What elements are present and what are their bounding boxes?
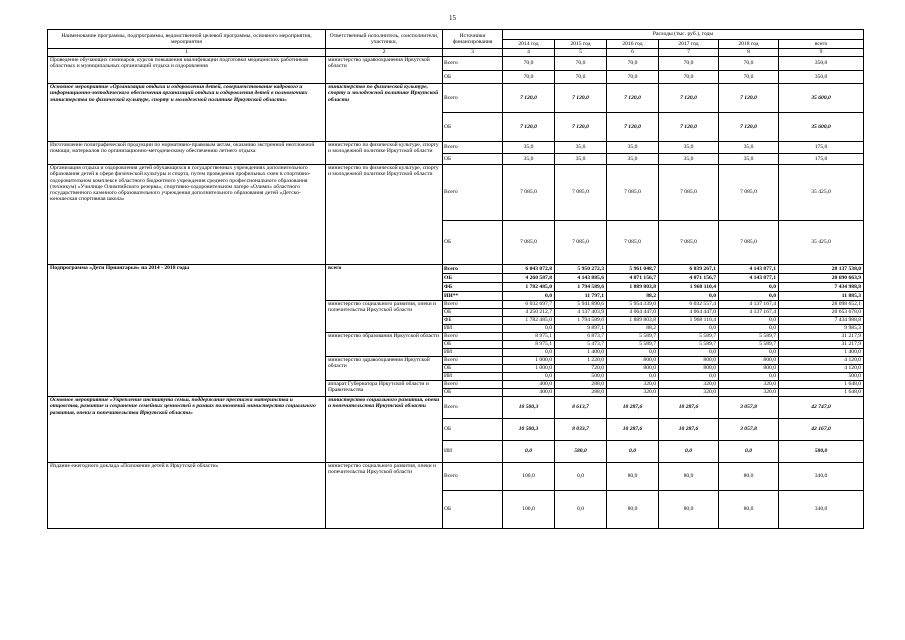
total-cell: 20 690 663,9 bbox=[779, 274, 864, 283]
value-cell: 580,0 bbox=[555, 441, 607, 463]
table-row bbox=[48, 57, 864, 71]
value-cell: 7 085,0 bbox=[555, 165, 607, 221]
value-cell: 4 064 447,0 bbox=[607, 309, 659, 317]
executor-cell: аппарат Губернатора Иркутской области и Правительства bbox=[326, 381, 443, 397]
total-cell: 35 600,0 bbox=[779, 113, 864, 142]
executor-cell: министерство по физической культуре, спорту и молодежной политике Иркутской области bbox=[326, 165, 443, 265]
source-cell: ОБ bbox=[443, 274, 503, 283]
header-year: 2018 год bbox=[719, 40, 779, 49]
executor-cell: министерство социального развития, опеки и попечительства Иркутской области bbox=[326, 397, 443, 463]
item-name-cell: Основное мероприятие «Укрепление института семьи, поддержание престижа материнства и отцовства, развитие и сохранение семейных ценностей в рамках полномочий министерства социального развития, опеки и попечительства Иркутской области» bbox=[48, 397, 326, 463]
value-cell: 7 120,0 bbox=[719, 113, 779, 142]
value-cell: 1 782 485,0 bbox=[503, 283, 555, 292]
value-cell: 7 120,0 bbox=[607, 84, 659, 113]
value-cell: 5 954 339,0 bbox=[607, 301, 659, 309]
value-cell: 7 085,0 bbox=[659, 221, 719, 265]
value-cell: 7 085,0 bbox=[719, 221, 779, 265]
value-cell: 5 589,7 bbox=[719, 341, 779, 349]
source-cell: Всего bbox=[443, 463, 503, 491]
total-cell: 1 648,0 bbox=[779, 381, 864, 389]
value-cell: 4 143 877,1 bbox=[719, 265, 779, 274]
value-cell: 70,0 bbox=[719, 71, 779, 84]
value-cell: 0,0 bbox=[719, 317, 779, 325]
column-number: 8 bbox=[719, 49, 779, 57]
value-cell: 80,0 bbox=[659, 491, 719, 529]
total-cell: 340,0 bbox=[779, 463, 864, 491]
value-cell: 7 120,0 bbox=[719, 84, 779, 113]
value-cell: 7 085,0 bbox=[607, 221, 659, 265]
value-cell: 800,0 bbox=[607, 365, 659, 373]
item-name-cell: Основное мероприятие «Организация отдыха и оздоровления детей, совершенствование кадрового и информационно-методического обеспечения организаций отдыха и оздоровления детей в полномочиях министерства по физической культуре, спорту и молодежной политике Иркутской области» bbox=[48, 84, 326, 142]
total-cell: 580,0 bbox=[779, 441, 864, 463]
total-cell: 35 425,0 bbox=[779, 221, 864, 265]
value-cell: 35,0 bbox=[719, 154, 779, 165]
total-cell: 11 885,3 bbox=[779, 292, 864, 301]
value-cell: 500,0 bbox=[555, 373, 607, 381]
value-cell: 10 287,6 bbox=[659, 419, 719, 441]
source-cell: Всего bbox=[443, 301, 503, 309]
value-cell: 7 120,0 bbox=[659, 84, 719, 113]
value-cell: 35,0 bbox=[659, 142, 719, 154]
value-cell: 5 941 890,6 bbox=[555, 301, 607, 309]
source-cell: Всего bbox=[443, 57, 503, 71]
value-cell: 35,0 bbox=[555, 142, 607, 154]
value-cell: 0,0 bbox=[659, 349, 719, 357]
value-cell: 0,0 bbox=[503, 349, 555, 357]
source-cell: ОБ bbox=[443, 71, 503, 84]
value-cell: 0,0 bbox=[555, 463, 607, 491]
total-cell: 7 434 988,8 bbox=[779, 283, 864, 292]
value-cell: 5 473,7 bbox=[555, 341, 607, 349]
table-row bbox=[48, 463, 864, 491]
value-cell: 1 968 110,4 bbox=[659, 283, 719, 292]
value-cell: 800,0 bbox=[719, 365, 779, 373]
total-cell: 4 120,0 bbox=[779, 365, 864, 373]
value-cell: 5 589,7 bbox=[607, 341, 659, 349]
column-number: 7 bbox=[659, 49, 719, 57]
value-cell: 70,0 bbox=[659, 71, 719, 84]
value-cell: 100,0 bbox=[503, 463, 555, 491]
column-number: 2 bbox=[326, 49, 443, 57]
total-cell: 9 985,3 bbox=[779, 325, 864, 333]
value-cell: 320,0 bbox=[607, 389, 659, 397]
value-cell: 5 589,7 bbox=[607, 333, 659, 341]
value-cell: 35,0 bbox=[607, 142, 659, 154]
source-cell: Всего bbox=[443, 265, 503, 274]
source-cell: Всего bbox=[443, 142, 503, 154]
value-cell: 1 889 803,8 bbox=[607, 283, 659, 292]
value-cell: 0,0 bbox=[503, 441, 555, 463]
value-cell: 7 120,0 bbox=[503, 84, 555, 113]
source-cell: ФБ bbox=[443, 317, 503, 325]
item-name-cell: Организация отдыха и оздоровления детей обучающихся в государственных учреждениях дополнительного образования детей в сфере физической культуры и спорта, путем проведения профильных смен в спортивно-оздоровительном комплексе областного бюджетного учреждения среднего профессионального образования (техникум) «Училище Олимпийского резерва», спортивно-оздоровительном лагере «Олимп» областного государственного казенного образовательного учреждения дополнительного образования детей «Детско-юношеская спортивная школа» bbox=[48, 165, 326, 265]
value-cell: 320,0 bbox=[719, 381, 779, 389]
value-cell: 70,0 bbox=[607, 57, 659, 71]
value-cell: 70,0 bbox=[503, 71, 555, 84]
source-cell: ОБ bbox=[443, 221, 503, 265]
value-cell: 0,0 bbox=[503, 292, 555, 301]
value-cell: 1 000,0 bbox=[503, 365, 555, 373]
total-cell: 35 600,0 bbox=[779, 84, 864, 113]
total-cell: 35 425,0 bbox=[779, 165, 864, 221]
value-cell: 8 033,7 bbox=[555, 419, 607, 441]
executor-cell: министерство здравоохранения Иркутской области bbox=[326, 57, 443, 84]
source-cell: ОБ bbox=[443, 389, 503, 397]
column-number: 3 bbox=[443, 49, 503, 57]
source-cell: ИИ** bbox=[443, 292, 503, 301]
header-expenses: Расходы (тыс. руб.), годы bbox=[503, 30, 864, 40]
value-cell: 7 085,0 bbox=[607, 165, 659, 221]
total-cell: 350,0 bbox=[779, 71, 864, 84]
value-cell: 10 287,6 bbox=[607, 397, 659, 419]
value-cell: 10 287,6 bbox=[659, 397, 719, 419]
value-cell: 0,0 bbox=[503, 325, 555, 333]
value-cell: 5 589,7 bbox=[719, 333, 779, 341]
value-cell: 70,0 bbox=[719, 57, 779, 71]
source-cell: ИИ bbox=[443, 373, 503, 381]
value-cell: 5 961 048,7 bbox=[607, 265, 659, 274]
header-year: 2016 год bbox=[607, 40, 659, 49]
value-cell: 3 057,8 bbox=[719, 419, 779, 441]
value-cell: 0,0 bbox=[719, 283, 779, 292]
value-cell: 5 950 272,3 bbox=[555, 265, 607, 274]
value-cell: 70,0 bbox=[555, 57, 607, 71]
header-executor: Ответственный исполнитель, соисполнители, участники, bbox=[326, 30, 443, 49]
total-cell: 28 137 538,0 bbox=[779, 265, 864, 274]
executor-cell: министерство социального развития, опеки и попечительства Иркутской области bbox=[326, 463, 443, 529]
value-cell: 800,0 bbox=[719, 357, 779, 365]
value-cell: 800,0 bbox=[659, 365, 719, 373]
source-cell: Всего bbox=[443, 165, 503, 221]
value-cell: 0,0 bbox=[719, 441, 779, 463]
source-cell: ИИ bbox=[443, 325, 503, 333]
value-cell: 6 873,7 bbox=[555, 333, 607, 341]
column-number: 1 bbox=[48, 49, 326, 57]
total-cell: 4 120,0 bbox=[779, 357, 864, 365]
value-cell: 70,0 bbox=[607, 71, 659, 84]
total-cell: 350,0 bbox=[779, 57, 864, 71]
total-cell: 175,0 bbox=[779, 142, 864, 154]
header-name: Наименование программы, подпрограммы, ведомственной целевой программы, основного мероприятия, мероприятия bbox=[48, 30, 326, 49]
item-name-cell: Проведение обучающих семинаров, курсов повышения квалификации подготовки медицинских работников областных и муниципальных организаций отдыха и оздоровления bbox=[48, 57, 326, 84]
value-cell: 10 500,3 bbox=[503, 397, 555, 419]
header-source: Источники финансирования bbox=[443, 30, 503, 49]
total-cell: 42 747,0 bbox=[779, 397, 864, 419]
header-total: всего bbox=[779, 40, 864, 49]
value-cell: 0,0 bbox=[607, 373, 659, 381]
source-cell: ОБ bbox=[443, 491, 503, 529]
value-cell: 288,0 bbox=[555, 389, 607, 397]
subprogram-name-cell: Подпрограмма «Дети Приангарья» на 2014 - 2018 годы bbox=[48, 265, 326, 397]
total-cell: 31 217,9 bbox=[779, 333, 864, 341]
value-cell: 9 897,1 bbox=[555, 325, 607, 333]
value-cell: 8 975,1 bbox=[503, 341, 555, 349]
value-cell: 1 782 485,0 bbox=[503, 317, 555, 325]
page-number: 15 bbox=[449, 14, 456, 22]
column-number: 6 bbox=[607, 49, 659, 57]
value-cell: 70,0 bbox=[555, 71, 607, 84]
value-cell: 400,0 bbox=[503, 389, 555, 397]
value-cell: 88,2 bbox=[607, 292, 659, 301]
value-cell: 70,0 bbox=[503, 57, 555, 71]
value-cell: 320,0 bbox=[659, 389, 719, 397]
value-cell: 80,0 bbox=[719, 463, 779, 491]
source-cell: ИИ bbox=[443, 349, 503, 357]
total-cell: 500,0 bbox=[779, 373, 864, 381]
source-cell: ОБ bbox=[443, 309, 503, 317]
table-row bbox=[48, 142, 864, 154]
value-cell: 6 043 072,8 bbox=[503, 265, 555, 274]
value-cell: 10 500,3 bbox=[503, 419, 555, 441]
expenditure-table bbox=[47, 29, 864, 529]
table-body bbox=[48, 57, 864, 529]
value-cell: 7 120,0 bbox=[555, 113, 607, 142]
value-cell: 0,0 bbox=[555, 491, 607, 529]
value-cell: 80,0 bbox=[607, 491, 659, 529]
value-cell: 5 589,7 bbox=[659, 341, 719, 349]
value-cell: 0,0 bbox=[719, 349, 779, 357]
value-cell: 4 143 885,6 bbox=[555, 274, 607, 283]
value-cell: 80,0 bbox=[719, 491, 779, 529]
table-row bbox=[48, 397, 864, 419]
value-cell: 8 975,1 bbox=[503, 333, 555, 341]
value-cell: 0,0 bbox=[719, 373, 779, 381]
total-cell: 340,0 bbox=[779, 491, 864, 529]
value-cell: 4 137 167,4 bbox=[719, 309, 779, 317]
item-name-cell: Издание ежегодного доклада «Положение детей в Иркутской области» bbox=[48, 463, 326, 529]
total-cell: 1 400,0 bbox=[779, 349, 864, 357]
value-cell: 1 889 803,8 bbox=[607, 317, 659, 325]
value-cell: 88,2 bbox=[607, 325, 659, 333]
table-row bbox=[48, 84, 864, 113]
executor-cell: министерство здравоохранения Иркутской области bbox=[326, 357, 443, 381]
value-cell: 35,0 bbox=[607, 154, 659, 165]
value-cell: 1 220,0 bbox=[555, 357, 607, 365]
header-year: 2015 год bbox=[555, 40, 607, 49]
value-cell: 7 085,0 bbox=[503, 165, 555, 221]
value-cell: 0,0 bbox=[503, 373, 555, 381]
value-cell: 1 400,0 bbox=[555, 349, 607, 357]
value-cell: 0,0 bbox=[659, 325, 719, 333]
value-cell: 1 000,0 bbox=[503, 357, 555, 365]
value-cell: 4 071 156,7 bbox=[659, 274, 719, 283]
value-cell: 100,0 bbox=[503, 491, 555, 529]
executor-cell: всего bbox=[326, 265, 443, 301]
executor-cell: министерство по физической культуре, спорту и молодежной политике Иркутской области bbox=[326, 142, 443, 165]
value-cell: 4 071 156,7 bbox=[607, 274, 659, 283]
value-cell: 320,0 bbox=[607, 381, 659, 389]
value-cell: 35,0 bbox=[503, 142, 555, 154]
header-year: 2017 год bbox=[659, 40, 719, 49]
total-cell: 175,0 bbox=[779, 154, 864, 165]
value-cell: 8 613,7 bbox=[555, 397, 607, 419]
value-cell: 0,0 bbox=[719, 292, 779, 301]
column-number: 4 bbox=[503, 49, 555, 57]
source-cell: ФБ bbox=[443, 283, 503, 292]
executor-cell: министерство социального развития, опеки и попечительства Иркутской области bbox=[326, 301, 443, 333]
value-cell: 35,0 bbox=[659, 154, 719, 165]
value-cell: 0,0 bbox=[607, 441, 659, 463]
value-cell: 35,0 bbox=[555, 154, 607, 165]
value-cell: 5 589,7 bbox=[659, 333, 719, 341]
value-cell: 35,0 bbox=[719, 142, 779, 154]
source-cell: Всего bbox=[443, 381, 503, 389]
value-cell: 6 032 557,4 bbox=[659, 301, 719, 309]
header-year: 2014 год bbox=[503, 40, 555, 49]
value-cell: 7 120,0 bbox=[555, 84, 607, 113]
value-cell: 720,0 bbox=[555, 365, 607, 373]
total-cell: 31 217,9 bbox=[779, 341, 864, 349]
executor-cell: министерство по физической культуре, спорту и молодежной политике Иркутской области bbox=[326, 84, 443, 142]
value-cell: 1 794 589,6 bbox=[555, 283, 607, 292]
value-cell: 7 120,0 bbox=[659, 113, 719, 142]
source-cell: ОБ bbox=[443, 419, 503, 441]
value-cell: 4 064 447,0 bbox=[659, 309, 719, 317]
total-cell: 7 434 988,8 bbox=[779, 317, 864, 325]
value-cell: 7 085,0 bbox=[719, 165, 779, 221]
table-header bbox=[48, 30, 864, 57]
value-cell: 4 137 403,9 bbox=[555, 309, 607, 317]
value-cell: 400,0 bbox=[503, 381, 555, 389]
table-row bbox=[48, 165, 864, 221]
value-cell: 80,0 bbox=[659, 463, 719, 491]
source-cell: Всего bbox=[443, 357, 503, 365]
value-cell: 7 085,0 bbox=[555, 221, 607, 265]
value-cell: 4 250 212,7 bbox=[503, 309, 555, 317]
value-cell: 7 120,0 bbox=[607, 113, 659, 142]
executor-cell: министерство образования Иркутской области bbox=[326, 333, 443, 357]
subprogram-row bbox=[48, 265, 864, 274]
source-cell: ИИ bbox=[443, 441, 503, 463]
value-cell: 3 057,8 bbox=[719, 397, 779, 419]
source-cell: ОБ bbox=[443, 113, 503, 142]
value-cell: 0,0 bbox=[659, 441, 719, 463]
value-cell: 320,0 bbox=[659, 381, 719, 389]
source-cell: Всего bbox=[443, 333, 503, 341]
total-cell: 42 167,0 bbox=[779, 419, 864, 441]
source-cell: ОБ bbox=[443, 365, 503, 373]
value-cell: 7 085,0 bbox=[659, 165, 719, 221]
item-name-cell: Изготовление полиграфической продукции по нормативно-правовым актам, оказанию экстренной неотложной помощи, материалов по организационно-методическому обеспечению летнего отдыха bbox=[48, 142, 326, 165]
value-cell: 11 797,1 bbox=[555, 292, 607, 301]
value-cell: 7 085,0 bbox=[503, 221, 555, 265]
value-cell: 800,0 bbox=[659, 357, 719, 365]
value-cell: 0,0 bbox=[659, 292, 719, 301]
value-cell: 0,0 bbox=[659, 373, 719, 381]
value-cell: 4 260 587,8 bbox=[503, 274, 555, 283]
value-cell: 10 287,6 bbox=[607, 419, 659, 441]
value-cell: 80,0 bbox=[607, 463, 659, 491]
value-cell: 288,0 bbox=[555, 381, 607, 389]
value-cell: 0,0 bbox=[607, 349, 659, 357]
source-cell: Всего bbox=[443, 397, 503, 419]
value-cell: 4 137 167,4 bbox=[719, 301, 779, 309]
total-cell: 1 648,0 bbox=[779, 389, 864, 397]
column-number: 9 bbox=[779, 49, 864, 57]
value-cell: 6 032 697,7 bbox=[503, 301, 555, 309]
source-cell: ОБ bbox=[443, 154, 503, 165]
value-cell: 0,0 bbox=[719, 325, 779, 333]
value-cell: 70,0 bbox=[659, 57, 719, 71]
column-number: 5 bbox=[555, 49, 607, 57]
value-cell: 1 968 110,4 bbox=[659, 317, 719, 325]
value-cell: 800,0 bbox=[607, 357, 659, 365]
total-cell: 20 653 678,0 bbox=[779, 309, 864, 317]
value-cell: 4 143 877,1 bbox=[719, 274, 779, 283]
value-cell: 35,0 bbox=[503, 154, 555, 165]
source-cell: ОБ bbox=[443, 341, 503, 349]
value-cell: 1 794 589,6 bbox=[555, 317, 607, 325]
value-cell: 320,0 bbox=[719, 389, 779, 397]
total-cell: 28 098 652,1 bbox=[779, 301, 864, 309]
source-cell: Всего bbox=[443, 84, 503, 113]
value-cell: 7 120,0 bbox=[503, 113, 555, 142]
value-cell: 6 039 267,1 bbox=[659, 265, 719, 274]
